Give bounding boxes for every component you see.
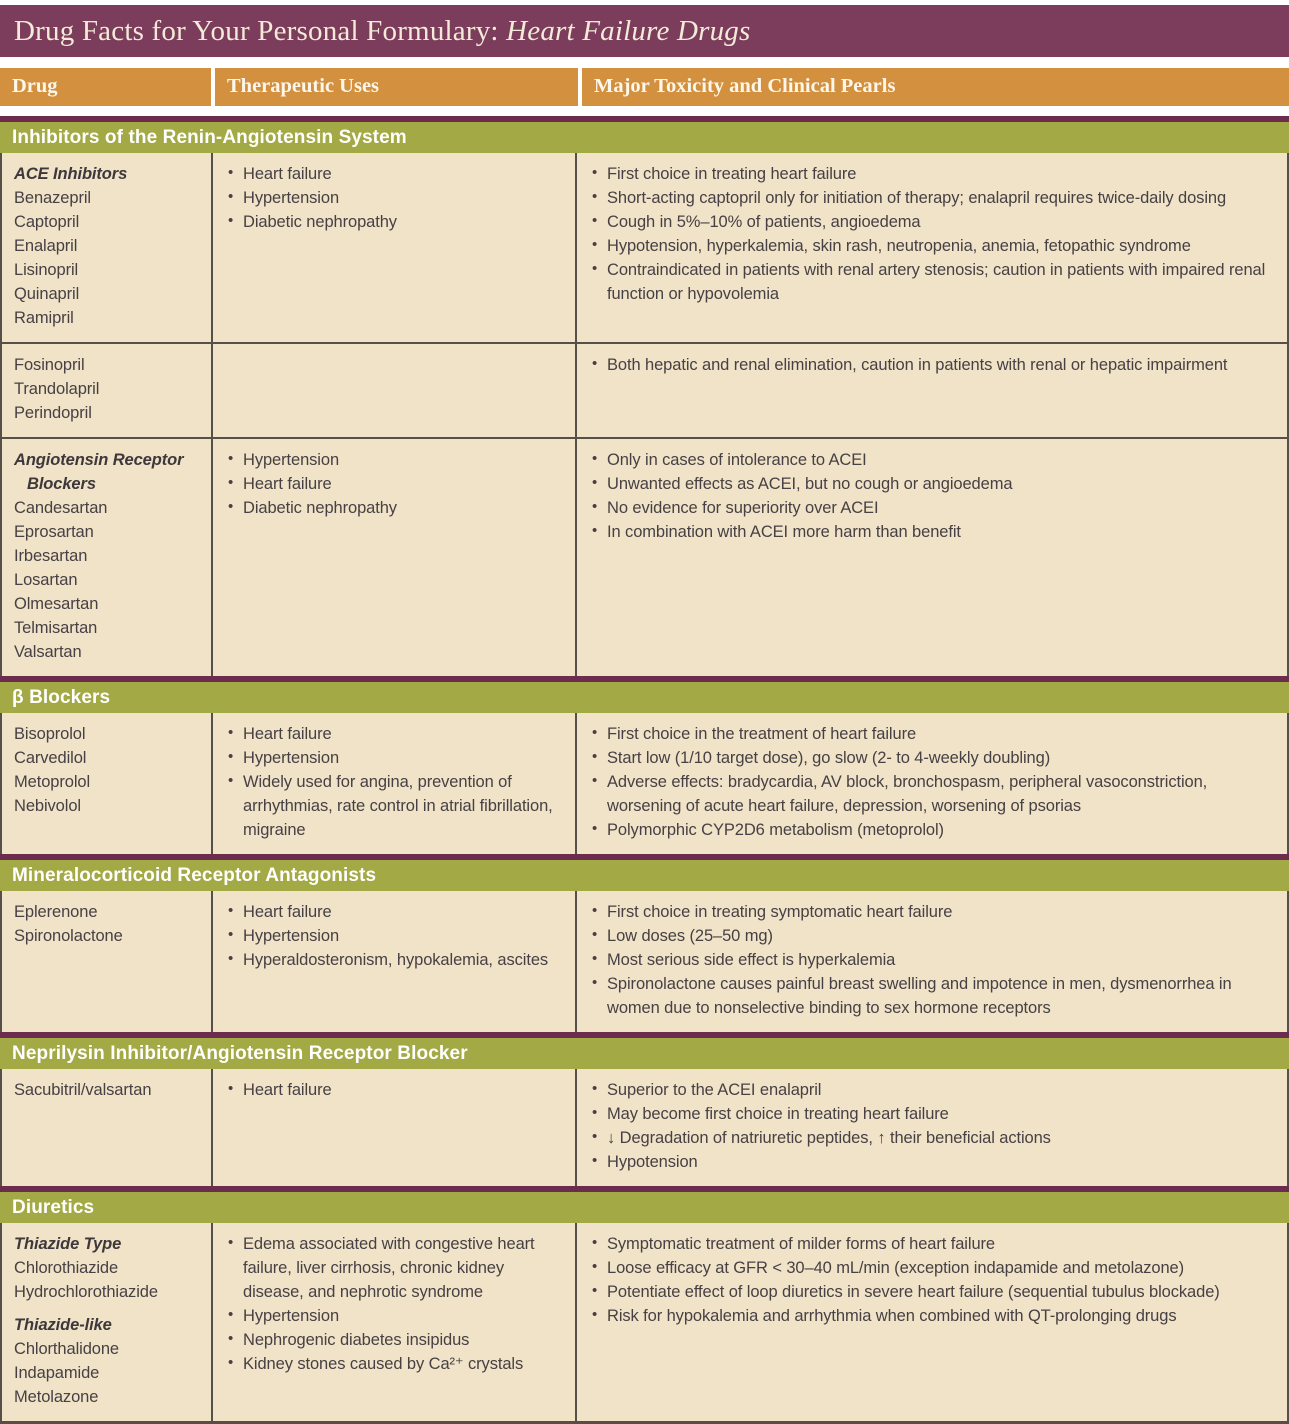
bullet-item: • Hypotension — [589, 1150, 1277, 1174]
drug-name: Hydrochlorothiazide — [14, 1283, 158, 1301]
column-header-therapeutic-uses: Therapeutic Uses — [215, 68, 578, 106]
section-rows — [0, 1069, 1289, 1186]
toxicity-cell — [577, 713, 1287, 854]
bullet-item: • First choice in treating symptomatic heart failure — [589, 900, 1277, 924]
drug-name: Enalapril — [14, 237, 78, 255]
section-rows — [0, 153, 1289, 676]
page-title-prefix: Drug Facts for Your Personal Formulary: — [14, 14, 507, 47]
uses-cell — [213, 344, 577, 437]
bullet-item: • First choice in the treatment of heart failure — [589, 722, 1277, 746]
toxicity-cell — [577, 344, 1287, 437]
drug-name: Eplerenone — [14, 903, 98, 921]
section-header: Diuretics — [0, 1192, 1289, 1223]
bullet-item: • First choice in treating heart failure — [589, 162, 1277, 186]
bullet-item: • Diabetic nephropathy — [225, 210, 565, 234]
drug-name: Captopril — [14, 213, 80, 231]
bullet-item: • Hypertension — [225, 186, 565, 210]
drug-group-label: Blockers — [27, 475, 96, 493]
bullet-item: • Potentiate effect of loop diuretics in severe heart failure (sequential tubulus blockade) — [589, 1280, 1277, 1304]
table-section — [0, 854, 1289, 1032]
bullet-item: • Risk for hypokalemia and arrhythmia when combined with QT-prolonging drugs — [589, 1304, 1277, 1328]
page-title — [14, 15, 751, 48]
drug-name: Quinapril — [14, 285, 80, 303]
drug-name: Eprosartan — [14, 523, 94, 541]
bullet-item: • Hypotension, hyperkalemia, skin rash, neutropenia, anemia, fetopathic syndrome — [589, 234, 1277, 258]
drug-cell — [2, 713, 213, 854]
column-header-drug: Drug — [0, 68, 211, 106]
uses-bullet-list — [225, 448, 565, 520]
drug-name: Chlorthalidone — [14, 1340, 120, 1358]
bullet-item: • Heart failure — [225, 900, 565, 924]
bullet-item: • May become first choice in treating heart failure — [589, 1102, 1277, 1126]
drug-name: Irbesartan — [14, 547, 88, 565]
section-header: Mineralocorticoid Receptor Antagonists — [0, 860, 1289, 891]
drug-name: Indapamide — [14, 1364, 100, 1382]
drug-formulary-page — [0, 5, 1289, 1424]
toxicity-cell — [577, 1069, 1287, 1186]
bullet-item: • Heart failure — [225, 472, 565, 496]
toxicity-bullet-list — [589, 900, 1277, 1020]
toxicity-bullet-list — [589, 448, 1277, 544]
bullet-item: • Hyperaldosteronism, hypokalemia, ascites — [225, 948, 565, 972]
bullet-item: • Hypertension — [225, 746, 565, 770]
toxicity-bullet-list — [589, 1232, 1277, 1328]
bullet-item: • Low doses (25–50 mg) — [589, 924, 1277, 948]
uses-cell — [213, 1223, 577, 1421]
table-row — [2, 1069, 1287, 1186]
table-body — [0, 116, 1289, 1424]
bullet-item: • No evidence for superiority over ACEI — [589, 496, 1277, 520]
bullet-item: • Nephrogenic diabetes insipidus — [225, 1328, 565, 1352]
uses-bullet-list — [225, 1232, 565, 1376]
uses-cell — [213, 891, 577, 1032]
table-row — [2, 153, 1287, 342]
table-row — [2, 437, 1287, 676]
uses-cell — [213, 153, 577, 342]
section-rows — [0, 713, 1289, 854]
table-row — [2, 891, 1287, 1032]
drug-group-label: Thiazide Type — [14, 1235, 122, 1253]
section-header: β Blockers — [0, 682, 1289, 713]
drug-name: Trandolapril — [14, 380, 100, 398]
toxicity-bullet-list — [589, 722, 1277, 842]
uses-cell — [213, 713, 577, 854]
drug-cell — [2, 344, 213, 437]
table-section — [0, 116, 1289, 676]
bullet-item: • Unwanted effects as ACEI, but no cough or angioedema — [589, 472, 1277, 496]
drug-name: Nebivolol — [14, 797, 81, 815]
drug-name: Carvedilol — [14, 749, 87, 767]
title-bar — [0, 5, 1289, 57]
drug-name: Benazepril — [14, 189, 91, 207]
drug-name: Fosinopril — [14, 356, 85, 374]
toxicity-bullet-list — [589, 353, 1277, 377]
drug-name: Telmisartan — [14, 619, 98, 637]
bullet-item: • Short-acting captopril only for initiation of therapy; enalapril requires twice-daily dosing — [589, 186, 1277, 210]
bullet-item: • Hypertension — [225, 448, 565, 472]
bullet-item: • Polymorphic CYP2D6 metabolism (metoprolol) — [589, 818, 1277, 842]
drug-group-label: ACE Inhibitors — [14, 165, 128, 183]
uses-cell — [213, 439, 577, 676]
drug-name: Lisinopril — [14, 261, 79, 279]
column-header-row — [0, 68, 1289, 106]
uses-bullet-list — [225, 162, 565, 234]
toxicity-bullet-list — [589, 162, 1277, 306]
toxicity-bullet-list — [589, 1078, 1277, 1174]
section-rows — [0, 1223, 1289, 1421]
drug-cell — [2, 1069, 213, 1186]
bullet-item: • Spironolactone causes painful breast swelling and impotence in men, dysmenorrhea in women due to nonselective binding to sex hormone receptors — [589, 972, 1277, 1020]
bullet-item: • Widely used for angina, prevention of arrhythmias, rate control in atrial fibrillation, migraine — [225, 770, 565, 842]
drug-name: Chlorothiazide — [14, 1259, 119, 1277]
drug-name: Losartan — [14, 571, 78, 589]
bullet-item: • Superior to the ACEI enalapril — [589, 1078, 1277, 1102]
bullet-item: • Most serious side effect is hyperkalemia — [589, 948, 1277, 972]
bullet-item: • Heart failure — [225, 722, 565, 746]
table-section — [0, 676, 1289, 854]
page-title-emphasis: Heart Failure Drugs — [506, 14, 751, 47]
bullet-item: • Adverse effects: bradycardia, AV block, bronchospasm, peripheral vasoconstriction, worsening of acute heart failure, depression, worsening of psorias — [589, 770, 1277, 818]
drug-group-label: Angiotensin Receptor — [14, 451, 184, 469]
section-header: Inhibitors of the Renin-Angiotensin System — [0, 122, 1289, 153]
table-section — [0, 1186, 1289, 1421]
bullet-item: • Start low (1/10 target dose), go slow (2- to 4-weekly doubling) — [589, 746, 1277, 770]
bullet-item: • Heart failure — [225, 1078, 565, 1102]
drug-group-label: Thiazide-like — [14, 1316, 112, 1334]
drug-name: Candesartan — [14, 499, 108, 517]
bullet-item: • ↓ Degradation of natriuretic peptides, ↑ their beneficial actions — [589, 1126, 1277, 1150]
toxicity-cell — [577, 439, 1287, 676]
drug-name: Metolazone — [14, 1388, 99, 1406]
bullet-item: • Hypertension — [225, 924, 565, 948]
drug-name: Spironolactone — [14, 927, 123, 945]
uses-bullet-list — [225, 1078, 565, 1102]
toxicity-cell — [577, 1223, 1287, 1421]
drug-name: Valsartan — [14, 643, 82, 661]
drug-name: Olmesartan — [14, 595, 99, 613]
uses-bullet-list — [225, 900, 565, 972]
drug-name: Ramipril — [14, 309, 74, 327]
column-header-major-toxicity: Major Toxicity and Clinical Pearls — [582, 68, 1289, 106]
bullet-item: • Symptomatic treatment of milder forms of heart failure — [589, 1232, 1277, 1256]
toxicity-cell — [577, 891, 1287, 1032]
table-section — [0, 1032, 1289, 1186]
bullet-item: • Contraindicated in patients with renal artery stenosis; caution in patients with impaired renal function or hypovolemia — [589, 258, 1277, 306]
drug-cell — [2, 891, 213, 1032]
drug-cell — [2, 153, 213, 342]
bullet-item: • In combination with ACEI more harm than benefit — [589, 520, 1277, 544]
bullet-item: • Heart failure — [225, 162, 565, 186]
drug-name: Bisoprolol — [14, 725, 86, 743]
table-row — [2, 1223, 1287, 1421]
drug-name: Perindopril — [14, 404, 92, 422]
bullet-item: • Hypertension — [225, 1304, 565, 1328]
drug-name: Metoprolol — [14, 773, 91, 791]
toxicity-cell — [577, 153, 1287, 342]
section-header: Neprilysin Inhibitor/Angiotensin Receptor Blocker — [0, 1038, 1289, 1069]
bullet-item: • Edema associated with congestive heart failure, liver cirrhosis, chronic kidney disease, and nephrotic syndrome — [225, 1232, 565, 1304]
drug-cell — [2, 1223, 213, 1421]
table-row — [2, 342, 1287, 437]
bullet-item: • Diabetic nephropathy — [225, 496, 565, 520]
bullet-item: • Kidney stones caused by Ca²⁺ crystals — [225, 1352, 565, 1376]
bullet-item: • Only in cases of intolerance to ACEI — [589, 448, 1277, 472]
uses-bullet-list — [225, 722, 565, 842]
drug-name: Sacubitril/valsartan — [14, 1081, 152, 1099]
bullet-item: • Both hepatic and renal elimination, caution in patients with renal or hepatic impairment — [589, 353, 1277, 377]
bullet-item: • Cough in 5%–10% of patients, angioedema — [589, 210, 1277, 234]
bullet-item: • Loose efficacy at GFR < 30–40 mL/min (exception indapamide and metolazone) — [589, 1256, 1277, 1280]
table-row — [2, 713, 1287, 854]
uses-cell — [213, 1069, 577, 1186]
drug-cell — [2, 439, 213, 676]
section-rows — [0, 891, 1289, 1032]
